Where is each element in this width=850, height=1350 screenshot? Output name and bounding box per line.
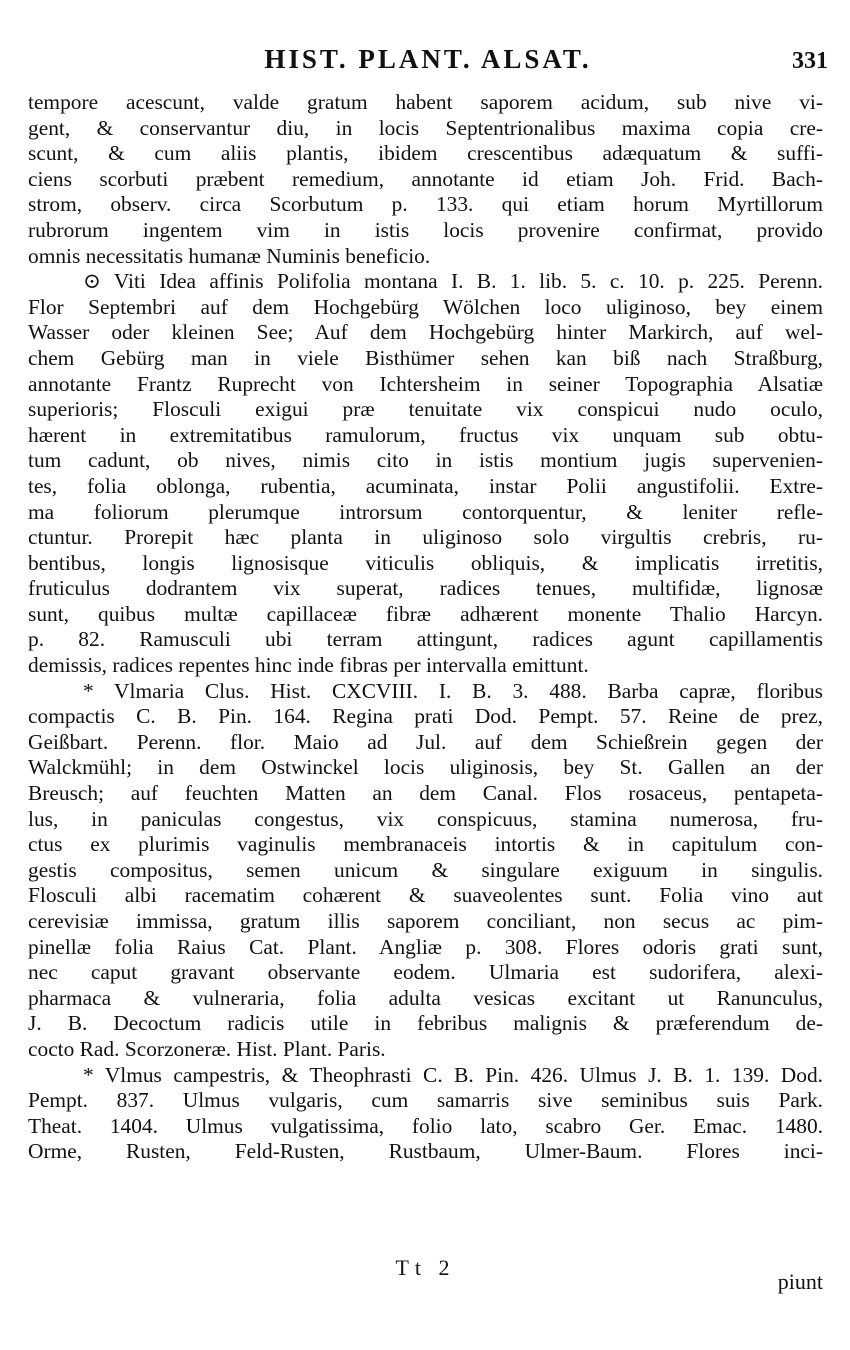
page-footer [28, 1255, 823, 1295]
text-line: demissis, radices repentes hinc inde fibras per intervalla emittunt. [28, 653, 589, 678]
text-line: Theat. 1404. Ulmus vulgatissima, folio lato, scabro Ger. Emac. 1480. [28, 1113, 823, 1138]
text-line: rubrorum ingentem vim in istis locis provenire confirmat, provido [28, 217, 823, 242]
text-line: sunt, quibus multæ capillaceæ fibræ adhærent monente Thalio Harcyn. [28, 601, 823, 626]
text-line: tum cadunt, ob nives, nimis cito in istis montium jugis supervenien- [28, 448, 823, 473]
text-line: Orme, Rusten, Feld-Rusten, Rustbaum, Ulmer-Baum. Flores inci- [28, 1139, 823, 1164]
text-line: pharmaca & vulneraria, folia adulta vesicas excitant ut Ranunculus, [28, 985, 823, 1010]
text-line: Flosculi albi racematim cohærent & suaveolentes sunt. Folia vino aut [28, 883, 823, 908]
signature-mark: Tt 2 [395, 1255, 456, 1280]
page-header [28, 38, 828, 78]
text-line: ma foliorum plerumque introrsum contorquentur, & leniter refle- [28, 499, 823, 524]
text-line: ciens scorbuti præbent remedium, annotante id etiam Joh. Frid. Bach- [28, 166, 823, 191]
body-text [28, 90, 823, 1165]
text-line: Wasser oder kleinen See; Auf dem Hochgebürg hinter Markirch, auf wel- [28, 320, 823, 345]
text-line: fruticulus dodrantem vix superat, radices tenues, multifidæ, lignosæ [28, 576, 823, 601]
text-line: Walckmühl; in dem Ostwinckel locis uliginosis, bey St. Gallen an der [28, 755, 823, 780]
text-line: gestis compositus, semen unicum & singulare exiguum in singulis. [28, 857, 823, 882]
text-line: ctuntur. Prorepit hæc planta in uliginoso solo virgultis crebris, ru- [28, 525, 823, 550]
text-line: nec caput gravant observante eodem. Ulmaria est sudorifera, alexi- [28, 960, 823, 985]
text-line: Flor Septembri auf dem Hochgebürg Wölchen loco uliginoso, bey einem [28, 294, 823, 319]
text-line: compactis C. B. Pin. 164. Regina prati Dod. Pempt. 57. Reine de prez, [28, 704, 823, 729]
page-number: 331 [792, 48, 828, 74]
text-line: strom, observ. circa Scorbutum p. 133. qui etiam horum Myrtillorum [28, 192, 823, 217]
text-line: Geißbart. Perenn. flor. Maio ad Jul. auf dem Schießrein gegen der [28, 729, 823, 754]
entry-heading-line: * Vlmus campestris, & Theophrasti C. B. Pin. 426. Ulmus J. B. 1. 139. Dod. [83, 1062, 823, 1087]
text-line: tes, folia oblonga, rubentia, acuminata, instar Polii angustifolii. Extre- [28, 473, 823, 498]
text-line: Breusch; auf feuchten Matten an dem Canal. Flos rosaceus, pentapeta- [28, 781, 823, 806]
text-line: lus, in paniculas congestus, vix conspicuus, stamina numerosa, fru- [28, 806, 823, 831]
text-line: cocto Rad. Scorzoneræ. Hist. Plant. Paris. [28, 1036, 386, 1061]
entry-heading-line: ⊙ Viti Idea affinis Polifolia montana I. B. 1. lib. 5. c. 10. p. 225. Perenn. [83, 269, 823, 294]
text-line: annotante Frantz Ruprecht von Ichtersheim in seiner Topographia Alsatiæ [28, 371, 823, 396]
running-head: HIST. PLANT. ALSAT. [264, 44, 592, 74]
text-line: scunt, & cum aliis plantis, ibidem crescentibus adæquatum & suffi- [28, 141, 823, 166]
text-line: ctus ex plurimis vaginulis membranaceis intortis & in capitulum con- [28, 832, 823, 857]
text-line: pinellæ folia Raius Cat. Plant. Angliæ p. 308. Flores odoris grati sunt, [28, 934, 823, 959]
text-line: tempore acescunt, valde gratum habent saporem acidum, sub nive vi- [28, 90, 823, 114]
catchword: piunt [777, 1269, 823, 1294]
text-line: bentibus, longis lignosisque viticulis obliquis, & implicatis irretitis, [28, 550, 823, 575]
entry-heading-line: * Vlmaria Clus. Hist. CXCVIII. I. B. 3. 488. Barba capræ, floribus [83, 678, 823, 703]
text-line: p. 82. Ramusculi ubi terram attingunt, radices agunt capillamentis [28, 627, 823, 652]
text-line: superioris; Flosculi exigui præ tenuitate vix conspicui nudo oculo, [28, 397, 823, 422]
text-line: omnis necessitatis humanæ Numinis beneficio. [28, 243, 431, 268]
text-line: chem Gebürg man in viele Bisthümer sehen kan biß nach Straßburg, [28, 345, 823, 370]
text-line: J. B. Decoctum radicis utile in febribus malignis & præferendum de- [28, 1011, 823, 1036]
text-line: cerevisiæ immissa, gratum illis saporem conciliant, non secus ac pim- [28, 909, 823, 933]
text-line: gent, & conservantur diu, in locis Septentrionalibus maxima copia cre- [28, 115, 823, 140]
text-line: Pempt. 837. Ulmus vulgaris, cum samarris sive seminibus suis Park. [28, 1088, 823, 1113]
text-line: hærent in extremitatibus ramulorum, fructus vix unquam sub obtu- [28, 422, 823, 447]
